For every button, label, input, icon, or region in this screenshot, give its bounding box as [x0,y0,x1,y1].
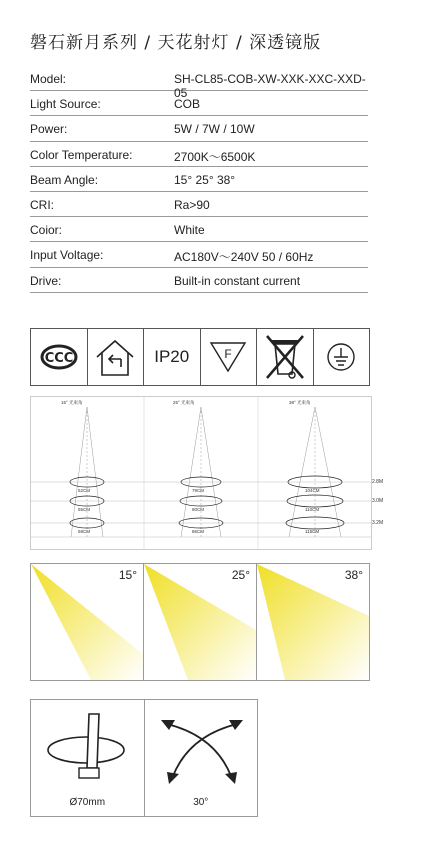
spec-value: Ra>90 [174,197,210,212]
beam-diam: 80CM [192,507,205,512]
no-bin-icon [257,329,314,385]
angle-label: 15° [118,568,137,582]
ip-rating-text: IP20 [154,347,190,366]
spec-value: Built-in constant current [174,273,301,288]
spec-row [30,217,368,242]
beam-diam: 115CM [305,529,320,534]
beam-diam: 52CM [78,488,91,493]
spec-row [30,66,368,100]
beam-diam: 110CM [305,507,320,512]
spec-value: 5W / 7W / 10W [174,122,255,137]
angle-label: 38° [344,568,363,582]
earth-ground-icon [314,329,370,385]
spec-value: 15° 25° 38° [174,172,236,187]
beam-diam: 58CM [78,529,91,534]
beam-label-15: 15° 光束角 [61,400,83,405]
spec-value: COB [174,97,201,112]
angle-panel-38 [257,564,369,680]
angle-label: 25° [231,568,250,582]
spec-value: AC180V～240V 50 / 60Hz [174,250,314,265]
distance-label: 3.0M [372,498,384,504]
distance-label: 3.2M [372,520,384,526]
beam-diam: 79CM [192,488,205,493]
spec-key: Color Temperature: [30,147,133,162]
tilt-arrows-icon [145,706,258,796]
beam-diam: 86CM [192,529,205,534]
cutout-label: Ø70mm [69,797,106,808]
page-title: 磐石新月系列 / 天花射灯 / 深透镜版 [30,33,322,53]
beam-label-25: 25° 光束角 [173,400,195,405]
spec-key: Light Source: [30,97,101,112]
f-mark-text: F [224,347,232,361]
spec-value: 2700K～6500K [174,149,256,164]
spec-key: Model: [30,72,67,86]
spec-row [30,167,368,192]
spec-row [30,116,368,141]
spec-key: Coior: [30,223,63,238]
f-mark-icon [201,329,258,385]
spec-key: Input Voltage: [30,248,104,263]
distance-label: 2.8M [372,479,384,485]
spec-row [30,142,368,167]
spec-key: Power: [30,122,68,137]
beam-angle-panels [30,563,370,681]
spec-row [30,91,368,116]
spec-key: CRI: [30,197,54,212]
cutout-panel [31,700,145,816]
beam-label-38: 38° 光束角 [289,400,311,405]
spec-value: SH-CL85-COB-XW-XXK-XXC-XXD-05 [174,72,366,100]
fixture-icon [31,706,144,796]
spec-row [30,242,368,267]
spec-table [30,66,368,293]
spec-value: White [174,223,205,238]
spec-key: Beam Angle: [30,172,99,187]
beam-diam: 104CM [305,488,320,493]
beam-diam: 55CM [78,507,91,512]
tilt-panel [145,700,258,816]
ip-rating-icon [144,329,201,385]
angle-panel-25 [144,564,257,680]
spec-row [30,192,368,217]
angle-panel-15 [31,564,144,680]
ccc-mark-icon [31,329,88,385]
spec-key: Drive: [30,273,62,288]
indoor-use-icon [88,329,145,385]
tilt-label: 30° [193,797,209,808]
svg-text:CCC: CCC [44,351,74,366]
spec-row [30,268,368,293]
dimension-panels [30,699,258,817]
beam-diagram [30,396,372,550]
certification-icons [30,328,370,386]
